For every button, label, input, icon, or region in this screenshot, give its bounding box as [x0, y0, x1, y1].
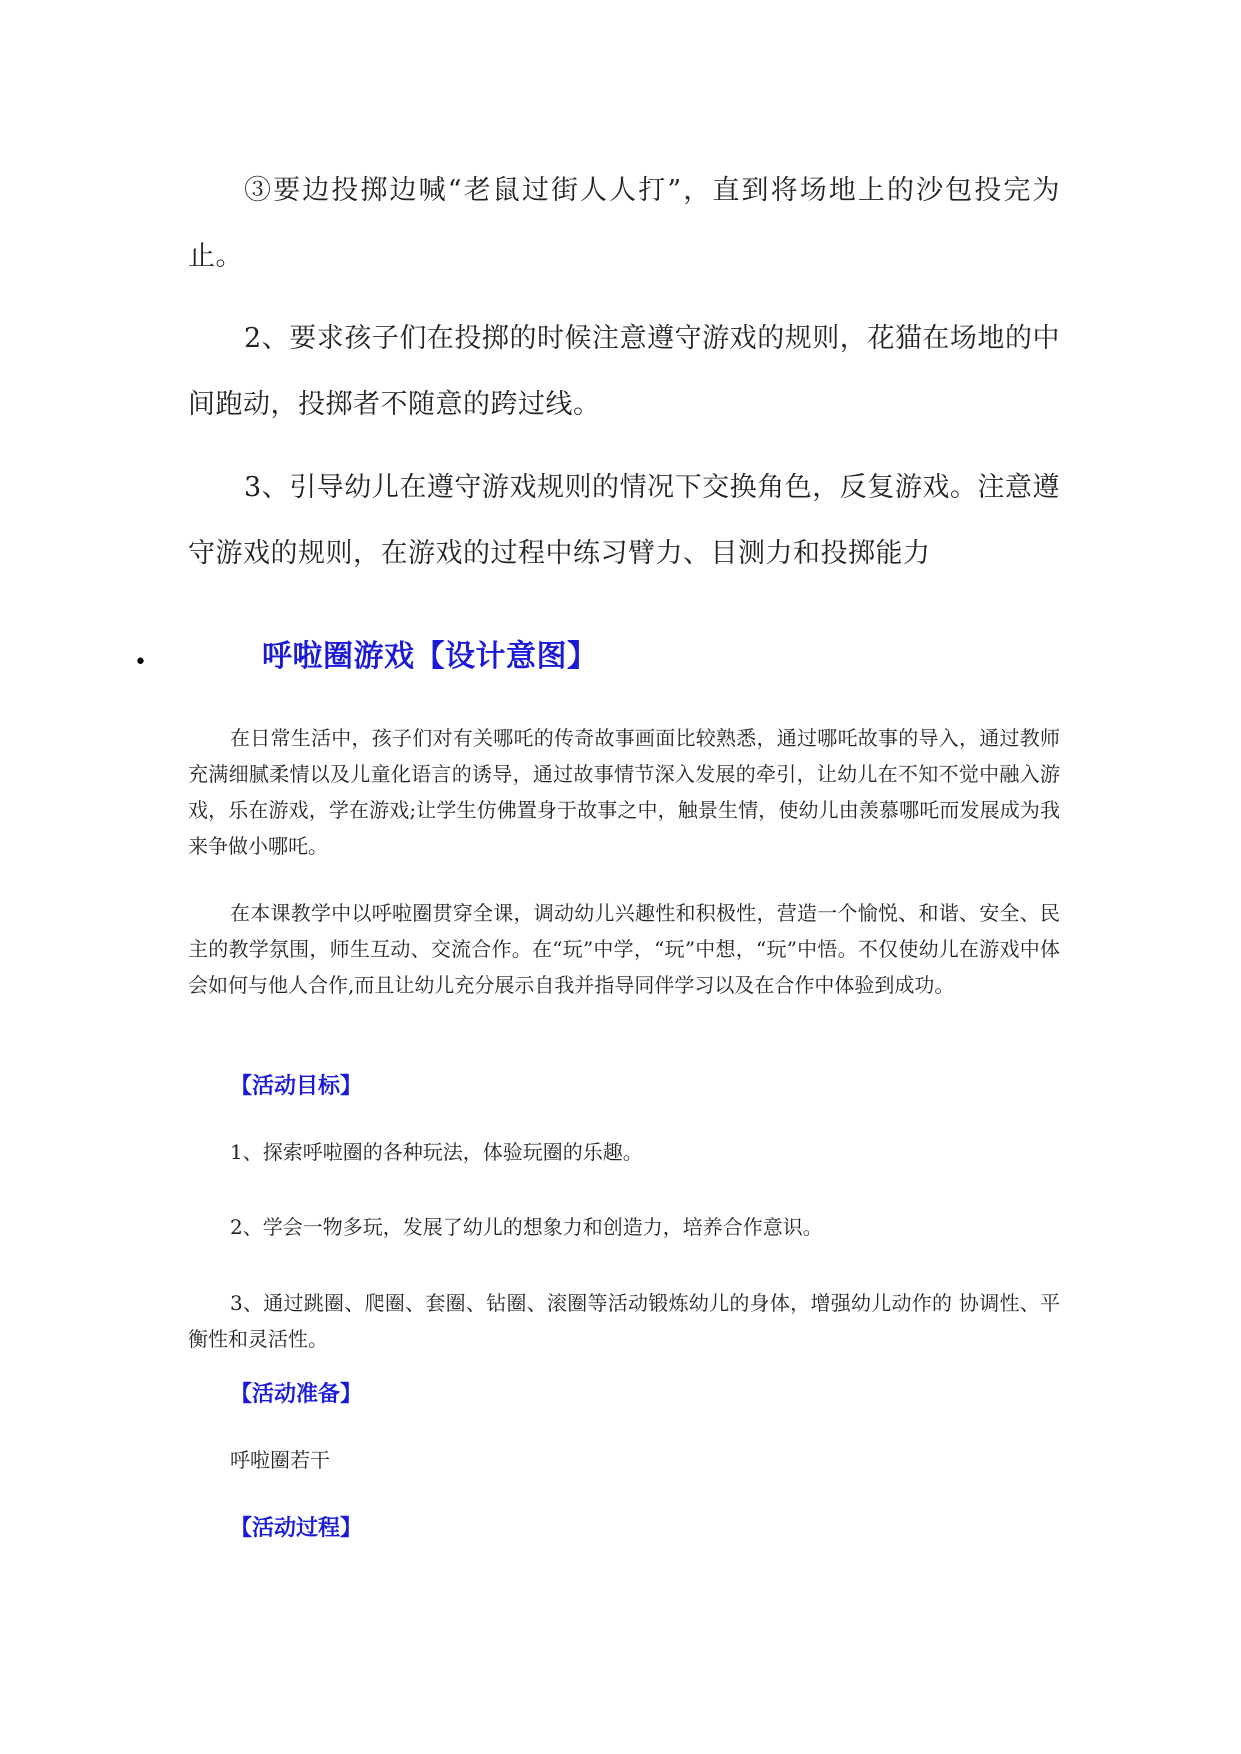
paragraph-rule-3: 3、引导幼儿在遵守游戏规则的情况下交换角色，反复游戏。注意遵守游戏的规则，在游戏的过程中练习臂力、目测力和投掷能力	[188, 472, 1060, 569]
bullet-icon: •	[134, 650, 147, 675]
preparation-text: 呼啦圈若干	[230, 1448, 330, 1472]
goal-item-3: 3、通过跳圈、爬圈、套圈、钻圈、滚圈等活动锻炼幼儿的身体，增强幼儿动作的 协调性、平衡性和灵活性。	[188, 1291, 1060, 1351]
intent-paragraph-2: 在本课教学中以呼啦圈贯穿全课，调动幼儿兴趣性和积极性，营造一个愉悦、和谐、安全、民主的教学氛围，师生互动、交流合作。在“玩”中学，“玩”中想，“玩”中悟。不仅使幼儿在游戏中体会如何与他人合作,而且让幼儿充分展示自我并指导同伴学习以及在合作中体验到成功。	[188, 901, 1060, 997]
preparation-heading: 【活动准备】	[230, 1382, 363, 1407]
process-heading: 【活动过程】	[230, 1516, 363, 1541]
paragraph-throw-rule-3: ③要边投掷边喊“老鼠过街人人打”，直到将场地上的沙包投完为止。	[188, 175, 1060, 272]
goal-item-2: 2、学会一物多玩，发展了幼儿的想象力和创造力，培养合作意识。	[230, 1215, 823, 1239]
paragraph-rule-2: 2、要求孩子们在投掷的时候注意遵守游戏的规则，花猫在场地的中间跑动，投掷者不随意的跨过线。	[188, 323, 1060, 420]
section-heading: 呼啦圈游戏【设计意图】	[262, 639, 598, 674]
intent-paragraph-1: 在日常生活中，孩子们对有关哪吒的传奇故事画面比较熟悉，通过哪吒故事的导入，通过教师充满细腻柔情以及儿童化语言的诱导，通过故事情节深入发展的牵引，让幼儿在不知不觉中融入游戏，乐在游戏，学在游戏;让学生仿佛置身于故事之中，触景生情，使幼儿由羡慕哪吒而发展成为我来争做小哪吒。	[188, 726, 1060, 858]
goals-heading: 【活动目标】	[230, 1074, 363, 1099]
goal-item-1: 1、探索呼啦圈的各种玩法，体验玩圈的乐趣。	[230, 1140, 643, 1164]
